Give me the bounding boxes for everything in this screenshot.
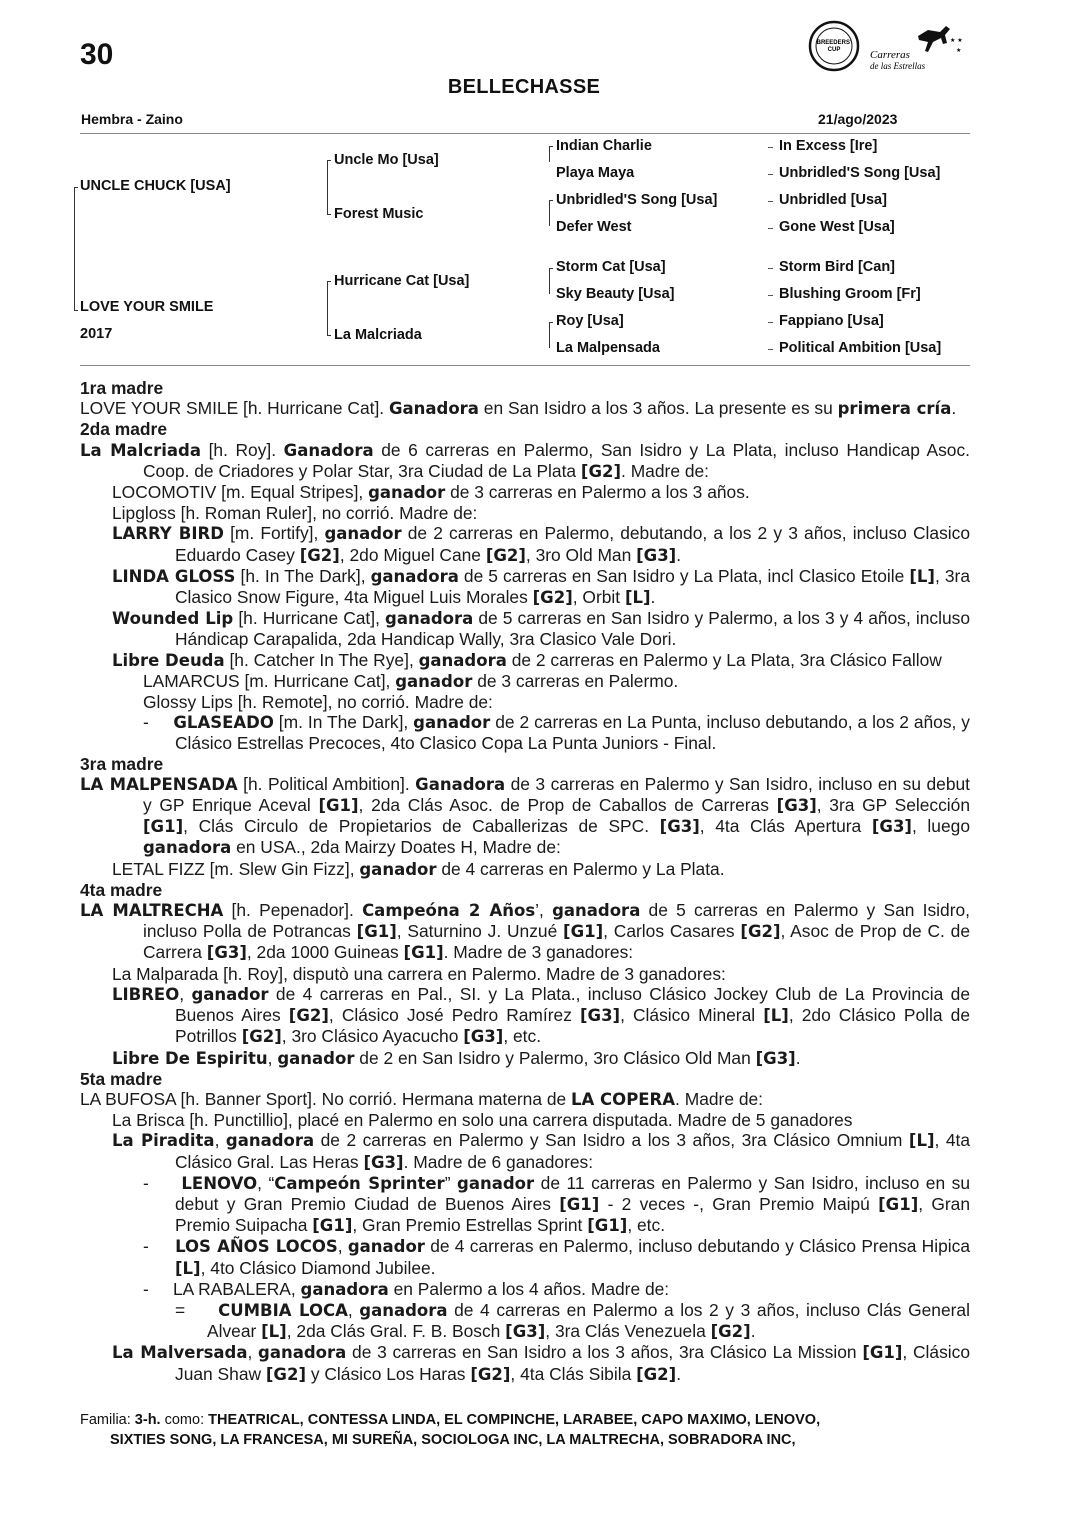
gen3-8: La Malpensada [556, 340, 660, 356]
family-list-2: SIXTIES SONG, LA FRANCESA, MI SUREÑA, SOCIOLOGA INC, LA MALTRECHA, SOBRADORA INC, [110, 1432, 796, 1448]
family-label: Familia: [80, 1412, 135, 1428]
heading-2da-madre: 2da madre [80, 419, 167, 440]
record-paragraph: La Piradita, ganadora de 2 carreras en Palermo y San Isidro a los 3 años, 3ra Clásico Omnium [L], 4ta Clásico Gral. Las Heras [G3]. Madre de 6 ganadores: [112, 1130, 971, 1172]
sex-color: Hembra - Zaino [81, 111, 183, 127]
family-line [80, 1410, 980, 1450]
family-list-1: THEATRICAL, CONTESSA LINDA, EL COMPINCHE, LARABEE, CAPO MAXIMO, LENOVO, [208, 1412, 821, 1428]
record-paragraph: La Malcriada [h. Roy]. Ganadora de 6 carreras en Palermo, San Isidro y La Plata, incluso Handicap Asoc. Coop. de Criadores y Polar Star, 3ra Ciudad de La Plata [G2]. Madre de: [80, 439, 970, 481]
family-number: 3-h. [134, 1412, 161, 1428]
breeders-cup-seal-logo [808, 20, 860, 72]
gen4-1: In Excess [Ire] [779, 138, 878, 154]
gen3-1: Indian Charlie [556, 138, 652, 154]
record-paragraph: LAMARCUS [m. Hurricane Cat], ganador de 3 carreras en Palermo. [143, 670, 679, 691]
gen3-5: Storm Cat [Usa] [556, 259, 666, 275]
record-paragraph: LARRY BIRD [m. Fortify], ganador de 2 carreras en Palermo, debutando, a los 2 y 3 años, incluso Clasico Eduardo Casey [G2], 2do Miguel Cane [G2], 3ro Old Man [G3]. [112, 523, 971, 565]
gen4-7: Fappiano [Usa] [779, 313, 884, 329]
svg-text:BREEDERS': BREEDERS' [816, 40, 852, 46]
record-paragraph: LA MALPENSADA [h. Political Ambition]. Ganadora de 3 carreras en Palermo y San Isidro, incluso en su debut y GP Enrique Aceval [G1], 2da Clás Asoc. de Prop de Caballos de Carreras [G3], 3ra GP Selección [G1], Clás Circulo de Propietarios de Caballerizas de SPC. [G3], 4ta Clás Apertura [G3], luego ganadora en USA., 2da Mairzy Doates H, Madre de: [80, 773, 971, 858]
record-paragraph: LINDA GLOSS [h. In The Dark], ganadora de 5 carreras en San Isidro y La Plata, incl Clasico Etoile [L], 3ra Clasico Snow Figure, 4ta Miguel Luis Morales [G2], Orbit [L]. [112, 565, 970, 608]
record-paragraph: LA BUFOSA [h. Banner Sport]. No corrió. Hermana materna de LA COPERA. Madre de: [80, 1088, 764, 1109]
pedigree-divider [80, 365, 970, 366]
gen3-4: Defer West [556, 219, 632, 235]
produce-record [80, 378, 970, 1385]
record-paragraph: Wounded Lip [h. Hurricane Cat], ganadora de 5 carreras en San Isidro y Palermo, a los 3 y 4 años, incluso Hándicap Carapalida, 2da Handicap Wally, 3ra Clasico Vale Dori. [112, 608, 970, 650]
page-number: 30 [80, 38, 114, 71]
dam-dam: La Malcriada [334, 327, 422, 343]
record-paragraph: - LOS AÑOS LOCOS, ganador de 4 carreras en Palermo, incluso debutando y Clásico Prensa Hipica [L], 4to Clásico Diamond Jubilee. [143, 1236, 970, 1278]
dam-sire: Hurricane Cat [Usa] [334, 273, 470, 289]
gen4-2: Unbridled'S Song [Usa] [779, 165, 941, 181]
gen4-6: Blushing Groom [Fr] [779, 286, 921, 302]
record-paragraph: LOCOMOTIV [m. Equal Stripes], ganador de 3 carreras en Palermo a los 3 años. [112, 482, 750, 503]
record-paragraph: LOVE YOUR SMILE [h. Hurricane Cat]. Ganadora en San Isidro a los 3 años. La presente es su primera cría. [80, 398, 957, 419]
record-paragraph: Lipgloss [h. Roman Ruler], no corrió. Madre de: [112, 503, 478, 524]
record-paragraph: La Malversada, ganadora de 3 carreras en San Isidro a los 3 años, 3ra Clásico La Mission [G1], Clásico Juan Shaw [G2] y Clásico Los Haras [G2], 4ta Clás Sibila [G2]. [112, 1342, 970, 1384]
record-paragraph: Glossy Lips [h. Remote], no corrió. Madre de: [143, 692, 493, 713]
horse-name: BELLECHASSE [447, 76, 601, 98]
family-line-1 [80, 1410, 980, 1430]
record-paragraph: - LENOVO, “Campeón Sprinter” ganador de 11 carreras en Palermo y San Isidro, incluso en su debut y Gran Premio Ciudad de Buenos Aires [G1] - 2 veces -, Gran Premio Maipú [G1], Gran Premio Suipacha [G1], Gran Premio Estrellas Sprint [G1], etc. [143, 1172, 971, 1236]
gen4-8: Political Ambition [Usa] [779, 340, 942, 356]
gen4-3: Unbridled [Usa] [779, 192, 887, 208]
sire-sire: Uncle Mo [Usa] [334, 152, 439, 168]
svg-text:CUP: CUP [827, 47, 841, 53]
record-paragraph: Libre De Espiritu, ganador de 2 en San Isidro y Palermo, 3ro Clásico Old Man [G3]. [112, 1047, 801, 1068]
record-paragraph: LIBREO, ganador de 4 carreras en Pal., SI. y La Plata., incluso Clásico Jockey Club de La Provincia de Buenos Aires [G2], Clásico José Pedro Ramírez [G3], Clásico Mineral [L], 2do Clásico Polla de Potrillos [G2], 3ro Clásico Ayacucho [G3], etc. [112, 983, 970, 1047]
gen4-4: Gone West [Usa] [779, 219, 895, 235]
svg-text:★: ★ [956, 47, 962, 54]
record-paragraph: Libre Deuda [h. Catcher In The Rye], ganadora de 2 carreras en Palermo y La Plata, 3ra Clásico Fallow [112, 649, 942, 670]
heading-3ra-madre: 3ra madre [80, 753, 164, 774]
record-paragraph: La Malparada [h. Roy], disputò una carrera en Palermo. Madre de 3 ganadores: [112, 963, 726, 984]
svg-text:de las Estrellas: de las Estrellas [870, 61, 926, 71]
gen4-5: Storm Bird [Can] [779, 259, 895, 275]
heading-1ra-madre: 1ra madre [80, 378, 164, 398]
gen3-2: Playa Maya [556, 165, 635, 181]
report-date: 21/ago/2023 [818, 111, 898, 127]
family-como: como: [160, 1412, 209, 1428]
top-divider [80, 133, 970, 134]
carreras-estrellas-logo [866, 22, 970, 72]
record-paragraph: - LA RABALERA, ganadora en Palermo a los 4 años. Madre de: [143, 1278, 670, 1299]
heading-5ta-madre: 5ta madre [80, 1068, 163, 1089]
sire-dam: Forest Music [334, 206, 424, 222]
birth-year: 2017 [80, 326, 113, 342]
gen3-6: Sky Beauty [Usa] [556, 286, 675, 302]
record-paragraph: = CUMBIA LOCA, ganadora de 4 carreras en Palermo a los 2 y 3 años, incluso Clás General Alvear [L], 2da Clás Gral. F. B. Bosch [G3], 3ra Clás Venezuela [G2]. [175, 1299, 970, 1342]
gen3-3: Unbridled'S Song [Usa] [556, 192, 718, 208]
svg-text:★ ★: ★ ★ [950, 37, 963, 44]
sire: UNCLE CHUCK [USA] [80, 178, 231, 194]
svg-text:Carreras: Carreras [870, 49, 910, 61]
record-paragraph: - GLASEADO [m. In The Dark], ganador de 2 carreras en La Punta, incluso debutando, a los 2 años, y Clásico Estrellas Precoces, 4to Clasico Copa La Punta Juniors - Final. [143, 712, 970, 754]
heading-4ta-madre: 4ta madre [80, 879, 163, 900]
record-paragraph: LETAL FIZZ [m. Slew Gin Fizz], ganador de 4 carreras en Palermo y La Plata. [112, 858, 725, 879]
record-paragraph: La Brisca [h. Punctillio], placé en Palermo en solo una carrera disputada. Madre de 5 ganadores [112, 1110, 853, 1131]
gen3-7: Roy [Usa] [556, 313, 624, 329]
dam: LOVE YOUR SMILE [80, 299, 214, 315]
record-paragraph: LA MALTRECHA [h. Pepenador]. Campeóna 2 Años’, ganadora de 5 carreras en Palermo y San Isidro, incluso Polla de Potrancas [G1], Saturnino J. Unzué [G1], Carlos Casares [G2], Asoc de Prop de C. de Carrera [G3], 2da 1000 Guineas [G1]. Madre de 3 ganadores: [80, 900, 971, 963]
